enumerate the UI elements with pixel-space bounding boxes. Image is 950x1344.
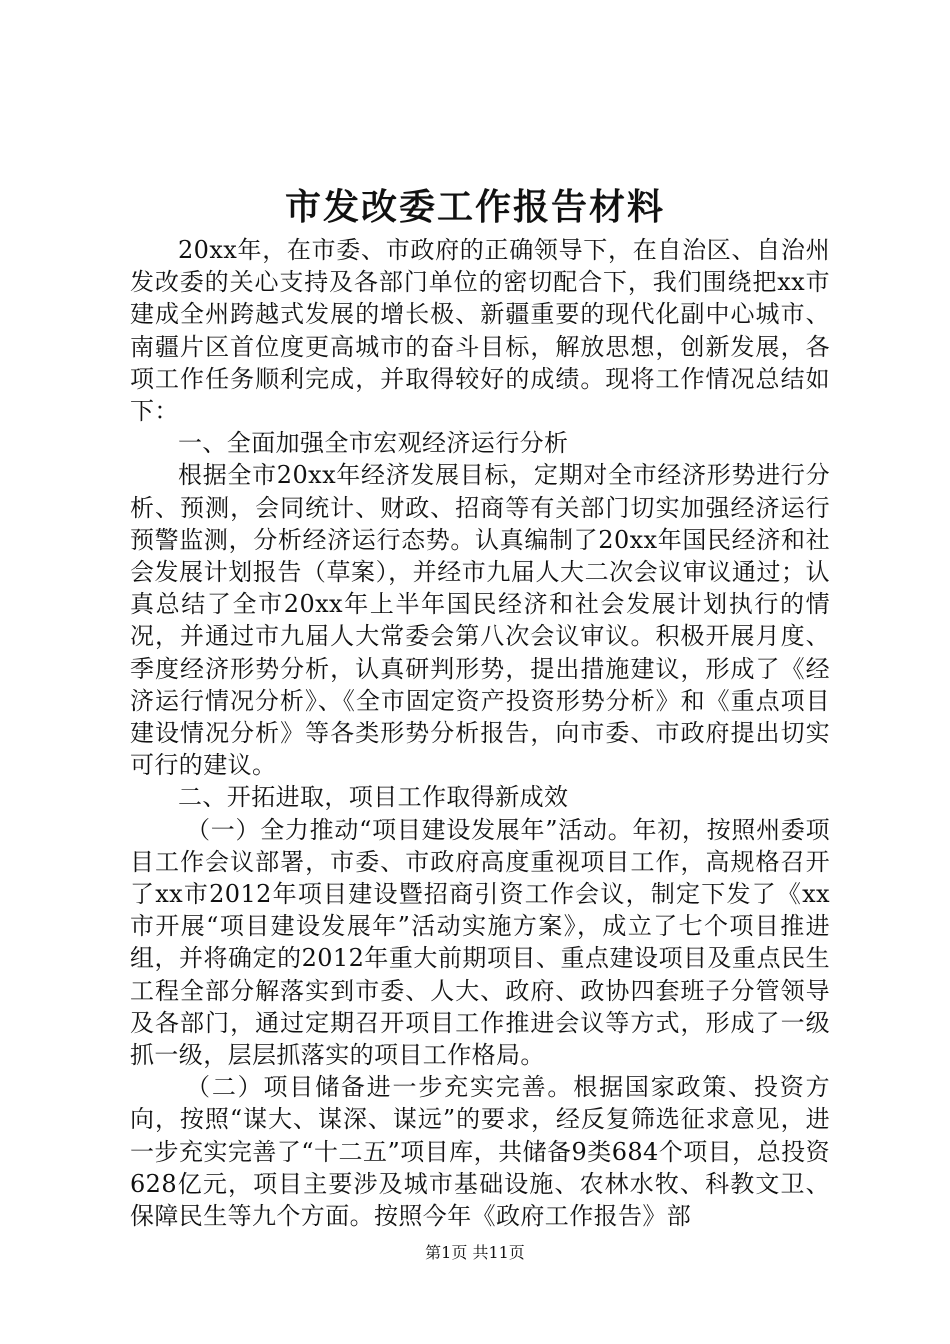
- paragraph-intro: 20xx年，在市委、市政府的正确领导下，在自治区、自治州发改委的关心支持及各部门单位的密切配合下，我们围绕把xx市建成全州跨越式发展的增长极、新疆重要的现代化副中心城市、南疆片区首位度更高城市的奋斗目标，解放思想，创新发展，各项工作任务顺利完成，并取得较好的成绩。现将工作情况总结如下：: [130, 236, 830, 426]
- section-heading-2: 二、开拓进取，项目工作取得新成效: [178, 783, 569, 812]
- document-title: 市发改委工作报告材料: [284, 186, 665, 228]
- paragraph-subsection-2: （二）项目储备进一步充实完善。根据国家政策、投资方向，按照“谋大、谋深、谋远”的要求，经反复筛选征求意见，进一步充实完善了“十二五”项目库，共储备9类684个项目，总投资628亿元，项目主要涉及城市基础设施、农林水牧、科教文卫、保障民生等九个方面。按照今年《政府工作报告》部: [130, 1073, 830, 1231]
- paragraph-section-1: 根据全市20xx年经济发展目标，定期对全市经济形势进行分析、预测，会同统计、财政、招商等有关部门切实加强经济运行预警监测，分析经济运行态势。认真编制了20xx年国民经济和社会发展计划报告（草案），并经市九届人大二次会议审议通过；认真总结了全市20xx年上半年国民经济和社会发展计划执行的情况，并通过市九届人大常委会第八次会议审议。积极开展月度、季度经济形势分析，认真研判形势，提出措施建议，形成了《经济运行情况分析》、《全市固定资产投资形势分析》和《重点项目建设情况分析》等各类形势分析报告，向市委、市政府提出切实可行的建议。: [130, 461, 830, 780]
- section-heading-1: 一、全面加强全市宏观经济运行分析: [178, 429, 569, 458]
- paragraph-subsection-1: （一）全力推动“项目建设发展年”活动。年初，按照州委项目工作会议部署，市委、市政府高度重视项目工作，高规格召开了xx市2012年项目建设暨招商引资工作会议，制定下发了《xx市开展“项目建设发展年”活动实施方案》，成立了七个项目推进组，并将确定的2012年重大前期项目、重点建设项目及重点民生工程全部分解落实到市委、人大、政府、政协四套班子分管领导及各部门，通过定期召开项目工作推进会议等方式，形成了一级抓一级，层层抓落实的项目工作格局。: [130, 815, 830, 1070]
- document-body: [130, 234, 830, 1232]
- page-number-footer: 第1页 共11页: [425, 1243, 525, 1262]
